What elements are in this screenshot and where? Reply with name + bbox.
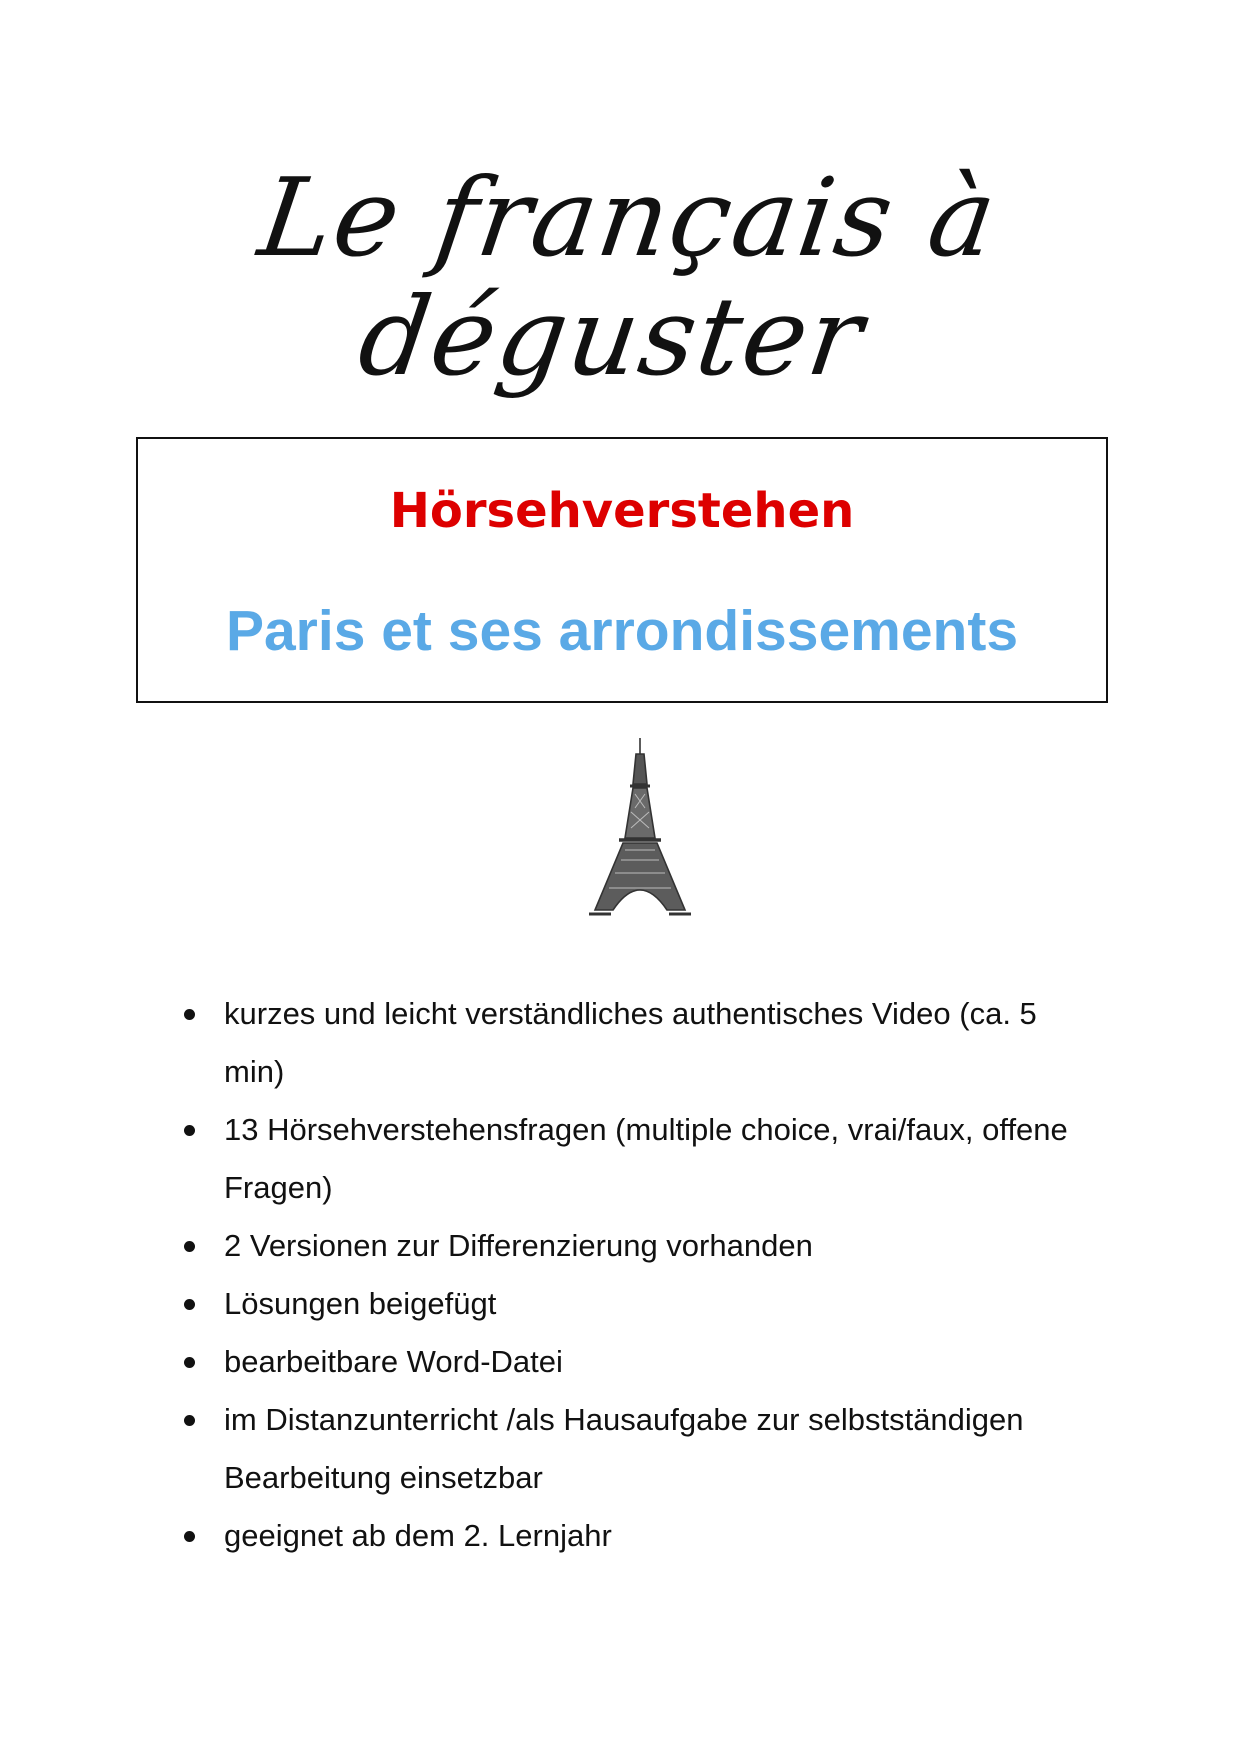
list-item: Lösungen beigefügt — [184, 1275, 1104, 1333]
bullet-icon — [184, 1357, 195, 1368]
brand-title: Le français à déguster — [252, 156, 1005, 400]
list-item: im Distanzunterricht /als Hausaufgabe zur selbstständigen Bearbeitung einsetzbar — [184, 1391, 1104, 1507]
eiffel-tower-icon — [585, 738, 695, 920]
list-item: 13 Hörsehverstehensfragen (multiple choice, vrai/faux, offene Fragen) — [184, 1101, 1104, 1217]
list-item: bearbeitbare Word-Datei — [184, 1333, 1104, 1391]
title-box — [136, 437, 1108, 703]
bullet-icon — [184, 1415, 195, 1426]
list-item: geeignet ab dem 2. Lernjahr — [184, 1507, 1104, 1565]
bullet-icon — [184, 1299, 195, 1310]
feature-list — [184, 985, 1104, 1565]
list-item: kurzes und leicht verständliches authentisches Video (ca. 5 min) — [184, 985, 1104, 1101]
subject-heading: Hörsehverstehen — [389, 483, 855, 539]
bullet-icon — [184, 1009, 195, 1020]
topic-heading: Paris et ses arrondissements — [225, 599, 1019, 663]
bullet-icon — [184, 1531, 195, 1542]
list-item: 2 Versionen zur Differenzierung vorhanden — [184, 1217, 1104, 1275]
bullet-icon — [184, 1125, 195, 1136]
bullet-icon — [184, 1241, 195, 1252]
